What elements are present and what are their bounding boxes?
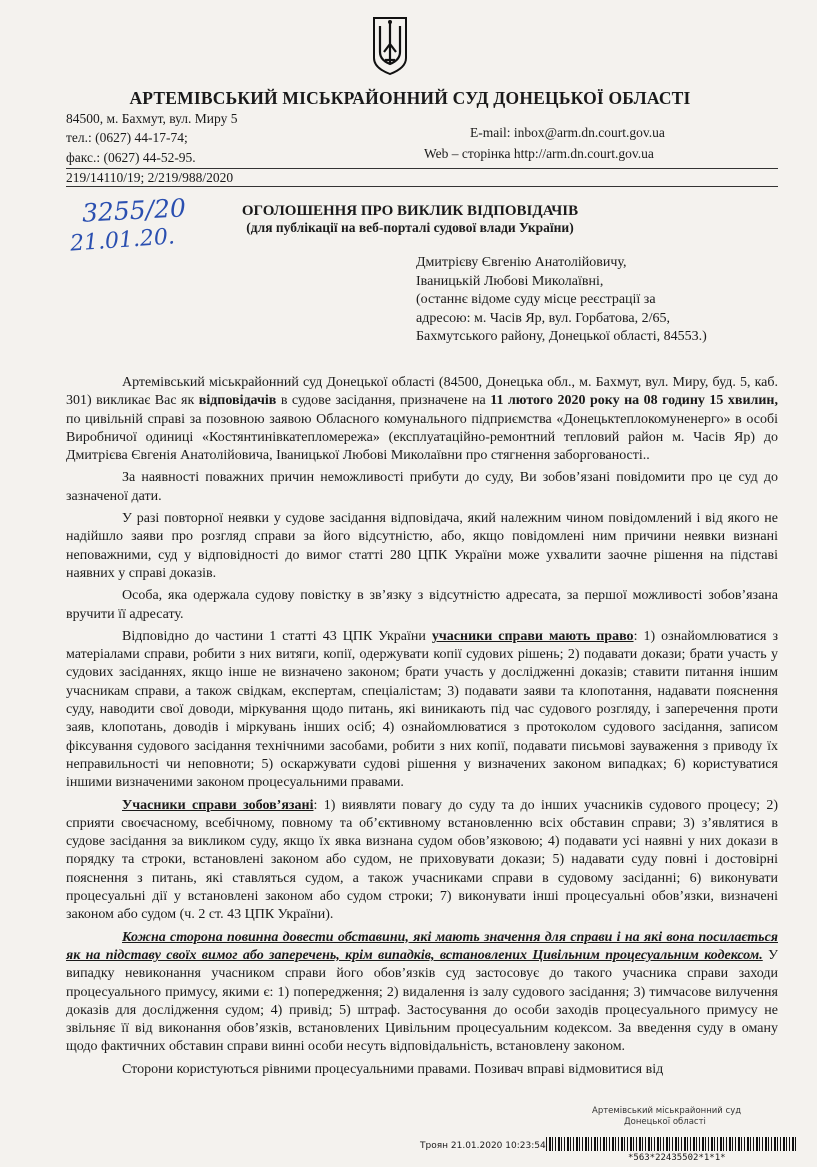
- paragraph-summons: Артемівський міськрайонний суд Донецької області (84500, Донецька обл., м. Бахмут, вул. Миру, буд. 5, каб. 301) викликає Вас як відповідачів в судове засідання, призначене на 11 лютого 2020 року на 08 годину 15 хвилин, по цивільній справі за позовною заявою Обласного комунального підприємства «Донецьктеплокомуненерго» в особі Виробничої одиниці «Костянтинівкатепломережа» (експлуатаційно-ремонтний тепловий район м. Часів Яр) до Дмитрієва Євгенія Анатолійовича, Іваницької Любові Миколаївни про стягнення заборгованості..: [66, 375, 778, 464]
- registry-stamp-region: Донецької області: [624, 1117, 706, 1127]
- paragraph-proof: Кожна сторона повинна довести обставини, які мають значення для справи і на які вона посилається як на підставу своїх вимог або заперечень, крім випадків, встановлених Цивільним процесуальним кодексом. У випадку невиконання учасником справи його обов’язків суд застосовує до такого учасника справи заходи процесуального примусу, якими є: 1) попередження; 2) видалення із залу судового засідання; 3) тимчасове вилучення доказів для дослідження судом; 4) привід; 5) штраф. Застосування до особи заходів процесуального примусу не звільняє її від виконання обов’язків, встановлених Цивільним процесуальним кодексом. За введення суду в оману щодо фактичних обставин справи винні особи несуть відповідальність, встановлену законом.: [66, 929, 778, 1055]
- registration-timestamp: Троян 21.01.2020 10:23:54: [420, 1141, 546, 1151]
- paragraph-equality: Сторони користуються рівними процесуальними правами. Позивач вправі відмовитися від: [122, 1061, 664, 1077]
- header-divider-lower: [66, 186, 778, 187]
- case-numbers: 219/14110/19; 2/219/988/2020: [66, 170, 234, 185]
- trident-emblem-icon: [370, 14, 410, 76]
- recipient-line: Іваницькій Любові Миколаївні,: [416, 273, 604, 289]
- notice-subtitle: (для публікації на веб-порталі судової влади України): [246, 220, 574, 235]
- court-website: Web – сторінка http://arm.dn.court.gov.ua: [424, 146, 654, 161]
- handwritten-number: 3255/20: [81, 193, 187, 228]
- recipient-line: (останнє відоме суду місце реєстрації за: [416, 292, 656, 307]
- header-divider: [66, 168, 778, 169]
- recipient-line: адресою: м. Часів Яр, вул. Горбатова, 2/65,: [416, 310, 670, 326]
- paragraph-delivery: Особа, яка одержала судову повістку в зв’язку з відсутністю адресата, за першої можливості зобов’язана вручити її адресату.: [66, 588, 778, 622]
- handwritten-date: 21.01.20.: [69, 224, 176, 257]
- barcode-icon: [546, 1137, 796, 1151]
- recipient-line: Дмитрієву Євгенію Анатолійовичу,: [416, 255, 627, 270]
- paragraph-notify: За наявності поважних причин неможливості прибути до суду, Ви зобов’язані повідомити про це суд до зазначеної дати.: [66, 470, 778, 504]
- registry-stamp-court: Артемівський міськрайонний суд: [592, 1106, 742, 1116]
- recipients-block: [416, 254, 786, 347]
- paragraph-rights: Відповідно до частини 1 статті 43 ЦПК України учасники справи мають право: 1) ознайомлюватися з матеріалами справи, робити з них витяги, копії, одержувати копії судових рішень; 2) подавати докази; брати участь у судових засіданнях, якщо інше не визначено законом; брати участь у дослідженні доказів; ставити питання іншим учасникам справи, а також свідкам, експертам, спеціалістам; 3) подавати заяви та клопотання, надавати пояснення суду, наводити свої доводи, міркування щодо питань, які виникають під час судового розгляду, і заперечення проти заяв, клопотань, доводів і міркувань інших осіб; 4) ознайомлюватися з протоколом судового засідання, записом фіксування судового засідання технічними засобами, робити з них копії, подавати письмові зауваження з приводу їх неправильності чи неповноти; 5) оскаржувати судові рішення у визначених законом випадках; 6) користуватися іншими визначеними законом процесуальними правами.: [66, 628, 778, 791]
- notice-body: [66, 374, 778, 1083]
- court-address: 84500, м. Бахмут, вул. Миру 5: [66, 111, 238, 126]
- paragraph-absence: У разі повторної неявки у судове засідання відповідача, який належним чином повідомлений і від якого не надійшло заяви про розгляд справи за його відсутністю, або, якщо повідомлені ним причини неявки визнані неповажними, суд у відповідності до вимог статті 280 ЦПК України може ухвалити заочне рішення на підставі наявних у справі доказів.: [66, 511, 778, 581]
- court-name: АРТЕМІВСЬКИЙ МІСЬКРАЙОННИЙ СУД ДОНЕЦЬКОЇ ОБЛАСТІ: [129, 88, 691, 108]
- paragraph-duties: Учасники справи зобов’язані: 1) виявляти повагу до суду та до інших учасників судового процесу; 2) сприяти своєчасному, всебічному, повному та об’єктивному встановленню всіх обставин справи; 3) з’являтися в судове засідання за викликом суду, якщо їх явка визнана судом обов’язковою; 4) подавати усі наявні у них докази в порядку та строки, встановлені законом або судом, не приховувати докази; 5) надавати суду повні і достовірні пояснення з питань, які ставляться судом, а також учасниками справи в судовому засіданні; 6) виконувати процесуальні дії у встановлені законом або судом строки; 7) виконувати інші процесуальні обов’язки, визначені законом або судом (ч. 2 ст. 43 ЦПК України).: [66, 797, 779, 923]
- court-fax: факс.: (0627) 44-52-95.: [66, 150, 196, 165]
- court-phone: тел.: (0627) 44-17-74;: [66, 130, 188, 145]
- court-email: E-mail: inbox@arm.dn.court.gov.ua: [470, 125, 665, 140]
- notice-title: ОГОЛОШЕННЯ ПРО ВИКЛИК ВІДПОВІДАЧІВ: [241, 203, 579, 219]
- barcode-number: *563*22435502*1*1*: [628, 1153, 726, 1163]
- recipient-line: Бахмутського району, Донецької області, 84553.): [416, 329, 707, 344]
